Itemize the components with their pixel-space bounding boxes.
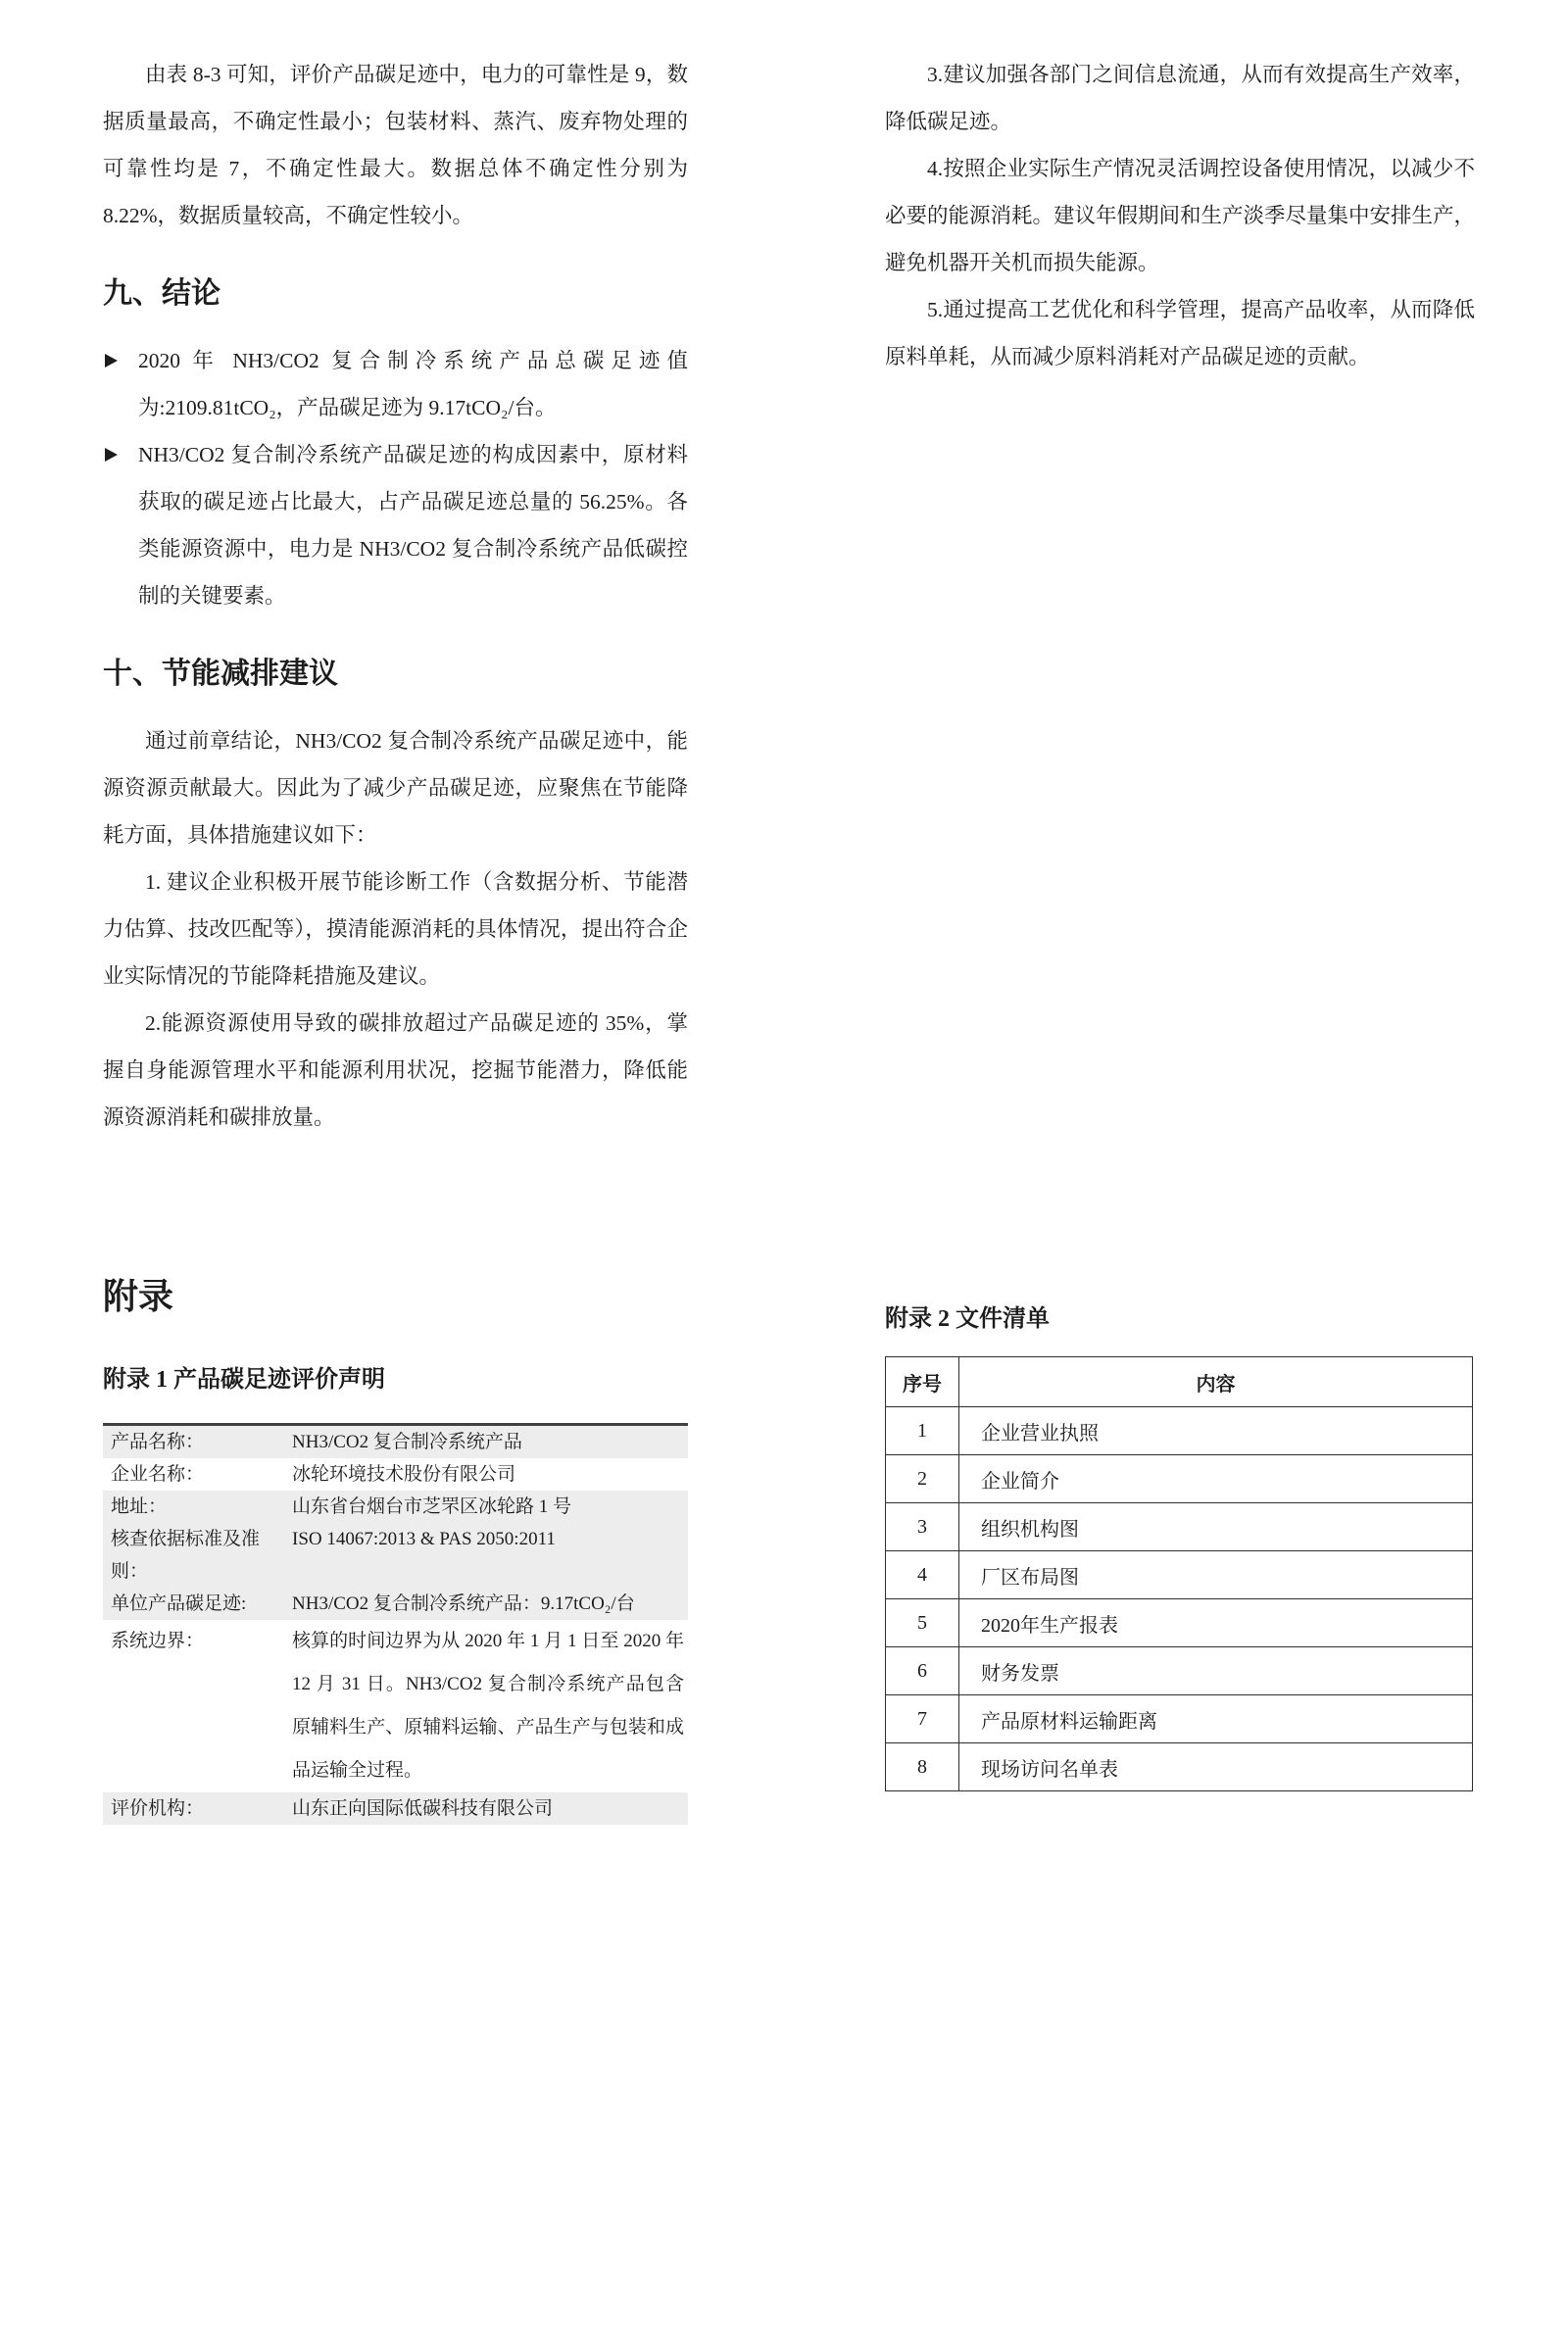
appendix1-heading: 附录 1 产品碳足迹评价声明 [103, 1367, 385, 1393]
paragraph-point-4: 4.按照企业实际生产情况灵活调控设备使用情况，以减少不必要的能源消耗。建议年假期间和生产淡季尽量集中安排生产，避免机器开关机而损失能源。 [885, 157, 1476, 274]
appendix1-label: 地址： [111, 1496, 168, 1517]
bullet-item [103, 337, 688, 431]
appendix1-label: 核查依据标准及准则： [111, 1529, 261, 1582]
appendix1-label: 评价机构： [111, 1798, 205, 1819]
cell-content: 企业营业执照 [959, 1407, 1473, 1455]
table-row [886, 1647, 1473, 1695]
paragraph-point-1: 1. 建议企业积极开展节能诊断工作（含数据分析、节能潜力估算、技改匹配等），摸清能源消耗的具体情况，提出符合企业实际情况的节能降耗措施及建议。 [103, 870, 688, 988]
cell-content: 财务发票 [959, 1647, 1473, 1695]
appendix1-row-evaluator [103, 1792, 688, 1825]
appendix1-value: ISO 14067:2013 & PAS 2050:2011 [292, 1529, 556, 1549]
paragraph-point-2: 2.能源资源使用导致的碳排放超过产品碳足迹的 35%，掌握自身能源管理水平和能源利用状况，挖掘节能潜力，降低能源资源消耗和碳排放量。 [103, 1011, 688, 1129]
cell-index: 1 [886, 1407, 959, 1455]
bullet-item [103, 431, 688, 619]
appendix1-value: NH3/CO2 复合制冷系统产品：9.17tCO₂/台 [292, 1593, 635, 1614]
column-header-index: 序号 [886, 1357, 959, 1407]
appendix1-row-system-boundary [103, 1620, 688, 1792]
appendix1-label: 单位产品碳足迹: [111, 1593, 247, 1614]
bullet-arrow-icon [105, 354, 118, 368]
appendix1-value: NH3/CO2 复合制冷系统产品 [292, 1432, 522, 1452]
cell-index: 8 [886, 1743, 959, 1791]
cell-index: 7 [886, 1695, 959, 1743]
appendix1-row-unit-footprint [103, 1588, 688, 1620]
appendix1-row-address [103, 1491, 688, 1523]
appendix1-row-standards [103, 1523, 688, 1588]
cell-content: 现场访问名单表 [959, 1743, 1473, 1791]
bullet-arrow-icon [105, 448, 118, 462]
appendix2-table [885, 1356, 1473, 1791]
cell-index: 5 [886, 1599, 959, 1647]
appendix1-row-product-name [103, 1426, 688, 1458]
heading-section-10-suggestions: 十、节能减排建议 [103, 658, 338, 690]
paragraph-point-5: 5.通过提高工艺优化和科学管理，提高产品收率，从而降低原料单耗，从而减少原料消耗对产品碳足迹的贡献。 [885, 298, 1475, 368]
appendix1-value: 山东正向国际低碳科技有限公司 [292, 1798, 554, 1819]
section-conclusion [103, 51, 688, 1141]
cell-index: 3 [886, 1503, 959, 1551]
appendix1-table [103, 1423, 688, 1825]
table-row [886, 1407, 1473, 1455]
cell-index: 2 [886, 1455, 959, 1503]
section-appendix-1 [103, 1272, 688, 1825]
heading-section-9-conclusion: 九、结论 [103, 277, 220, 310]
appendix1-label: 产品名称： [111, 1432, 205, 1452]
bullet-text-composition: NH3/CO2 复合制冷系统产品碳足迹的构成因素中，原材料获取的碳足迹占比最大，占产品碳足迹总量的 56.25%。各类能源资源中，电力是 NH3/CO2 复合制冷系统产品低碳控制的关键要素。 [138, 443, 688, 608]
bullet-text-total-footprint: 2020 年 NH3/CO2 复合制冷系统产品总碳足迹值为:2109.81tCO₂，产品碳足迹为 9.17tCO₂/台。 [138, 349, 688, 419]
section-appendix-2 [885, 1303, 1473, 1791]
appendix2-heading: 附录 2 文件清单 [885, 1306, 1050, 1332]
cell-content: 企业简介 [959, 1455, 1473, 1503]
cell-content: 产品原材料运输距离 [959, 1695, 1473, 1743]
appendix1-label: 企业名称： [111, 1464, 205, 1485]
appendix1-value: 冰轮环境技术股份有限公司 [292, 1464, 516, 1485]
cell-content: 厂区布局图 [959, 1551, 1473, 1599]
cell-index: 6 [886, 1647, 959, 1695]
table-row [886, 1551, 1473, 1599]
section-suggestions-continued [885, 51, 1475, 380]
paragraph-point-3: 3.建议加强各部门之间信息流通，从而有效提高生产效率，降低碳足迹。 [885, 63, 1475, 133]
appendix1-row-company-name [103, 1458, 688, 1491]
table-row [886, 1695, 1473, 1743]
appendix2-header-row [886, 1357, 1473, 1407]
cell-index: 4 [886, 1551, 959, 1599]
paragraph-suggestions-intro: 通过前章结论，NH3/CO2 复合制冷系统产品碳足迹中，能源资源贡献最大。因此为了减少产品碳足迹，应聚焦在节能降耗方面，具体措施建议如下： [103, 729, 688, 847]
table-row [886, 1503, 1473, 1551]
appendix1-label: 系统边界： [111, 1631, 205, 1651]
table-row [886, 1599, 1473, 1647]
column-header-content: 内容 [959, 1357, 1473, 1407]
table-row [886, 1455, 1473, 1503]
appendix1-value: 山东省台烟台市芝罘区冰轮路 1 号 [292, 1496, 572, 1517]
appendix1-value: 核算的时间边界为从 2020 年 1 月 1 日至 2020 年 12 月 31 日。NH3/CO2 复合制冷系统产品包含原辅料生产、原辅料运输、产品生产与包装和成品运输全过程。 [292, 1631, 684, 1781]
cell-content: 组织机构图 [959, 1503, 1473, 1551]
cell-content: 2020年生产报表 [959, 1599, 1473, 1647]
appendix-title: 附录 [103, 1277, 174, 1316]
table-row [886, 1743, 1473, 1791]
paragraph-uncertainty-summary: 由表 8-3 可知，评价产品碳足迹中，电力的可靠性是 9，数据质量最高，不确定性最小；包装材料、蒸汽、废弃物处理的可靠性均是 7，不确定性最大。数据总体不确定性分别为 8.22%，数据质量较高，不确定性较小。 [103, 63, 688, 227]
